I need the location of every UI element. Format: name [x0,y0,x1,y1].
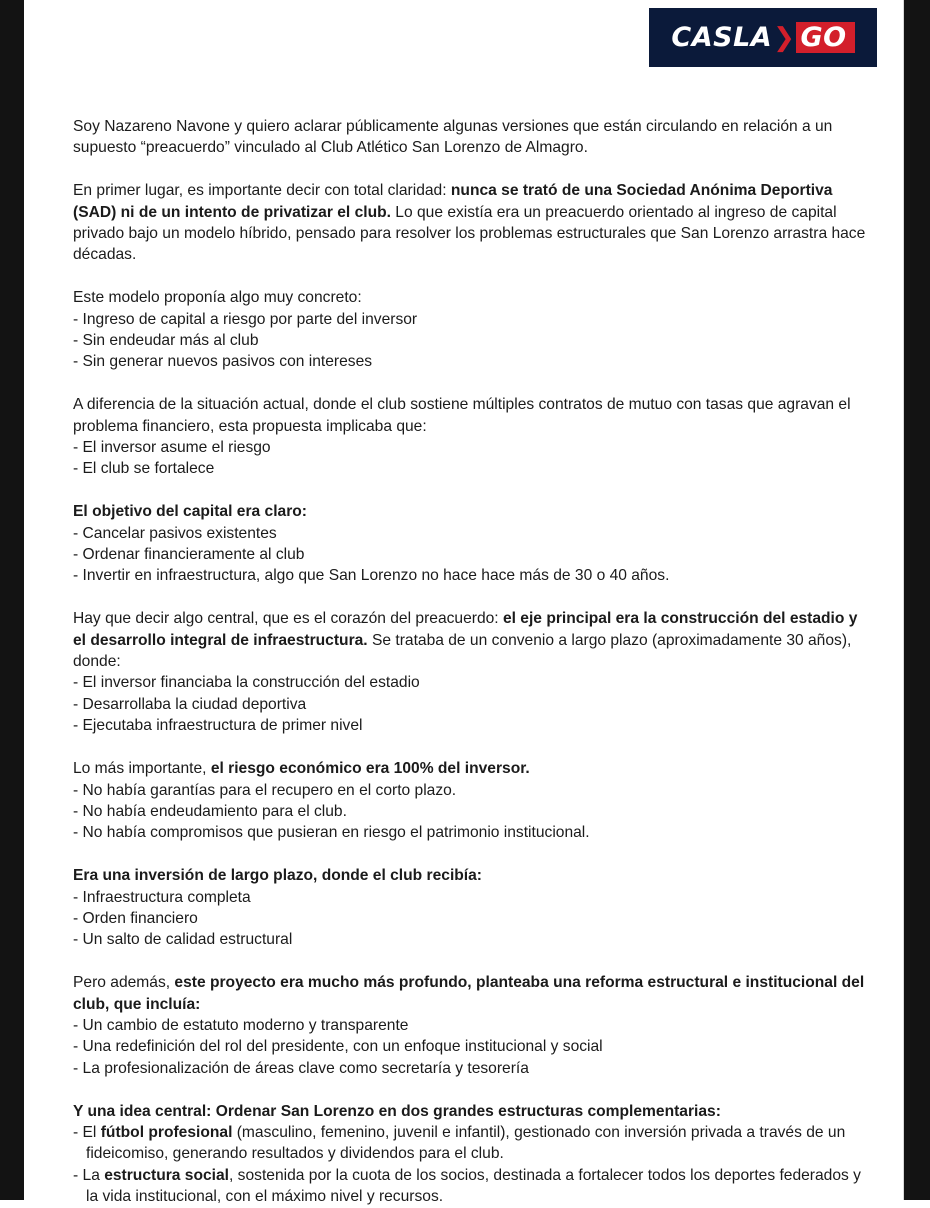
list-item: - El inversor financiaba la construcción del estadio [73,674,420,692]
screen-edge-right [904,0,930,1200]
section-model [73,287,873,373]
section-intro: A diferencia de la situación actual, donde el club sostiene múltiples contratos de mutuo con tasas que agravan el problema financiero, esta propuesta implicaba que: [73,396,851,435]
logo-text-go: GO [796,22,854,53]
logo-text-casla: CASLA [671,22,773,53]
text-bold: nunca se trató de una Sociedad Anónima Deportiva (SAD) ni de un intento de privatizar el club. [73,182,833,221]
list-item: - El club se fortalece [73,460,215,478]
list-item: - Sin endeudar más al club [73,332,259,350]
section-intro [73,608,873,672]
text-bold: este proyecto era mucho más profundo, planteaba una reforma estructural e institucional del club, que incluía: [73,974,865,1013]
list-item: - Orden financiero [73,909,198,927]
list-item [73,1122,873,1165]
list-item: - Un cambio de estatuto moderno y transparente [73,1016,409,1034]
text-lead: - La [73,1166,105,1184]
list-item: - Cancelar pasivos existentes [73,524,277,542]
text-lead: Lo más importante, [73,760,211,778]
list-item: - Ejecutaba infraestructura de primer nivel [73,717,363,735]
section-heading: Era una inversión de largo plazo, donde el club recibía: [73,867,482,885]
text-lead: Hay que decir algo central, que es el corazón del preacuerdo: [73,610,503,628]
list-item: - Un salto de calidad estructural [73,931,293,949]
text-bold: el eje principal era la construcción del estadio y el desarrollo integral de infraestructura. [73,610,858,649]
section-risk [73,758,873,844]
text-lead: En primer lugar, es importante decir con total claridad: [73,182,451,200]
casla-go-logo [649,8,877,67]
page-border [903,0,904,1200]
text-rest: Se trataba de un convenio a largo plazo (aproximadamente 30 años), donde: [73,631,852,671]
list-item [73,1165,873,1208]
section-intro [73,758,873,779]
list-item: - Una redefinición del rol del presidente, con un enfoque institucional y social [73,1038,603,1056]
screen-edge-left [0,0,24,1200]
list-item: - No había endeudamiento para el club. [73,802,347,820]
logo-arrow-icon: ❯ [773,22,796,53]
list-item: - No había garantías para el recupero en el corto plazo. [73,781,457,799]
text-bold: estructura social [104,1166,230,1184]
list-item: - No había compromisos que pusieran en riesgo el patrimonio institucional. [73,824,590,842]
list-item: - Ingreso de capital a riesgo por parte del inversor [73,310,418,328]
text-bold: fútbol profesional [100,1123,233,1141]
text-rest: (masculino, femenino, juvenil e infantil), gestionado con inversión privada a través de un fideicomiso, generando resultados y dividendos para el club. [86,1123,846,1163]
section-difference [73,394,873,480]
section-heading: El objetivo del capital era claro: [73,503,307,521]
section-structures [73,1101,873,1208]
list-item: - La profesionalización de áreas clave como secretaría y tesorería [73,1059,529,1077]
statement-document [73,116,873,1208]
text-rest: , sostenida por la cuota de los socios, destinada a fortalecer todos los deportes federados y la vida institucional, con el máximo nivel y recursos. [86,1166,861,1206]
text-bold: el riesgo económico era 100% del inversor. [210,760,530,778]
section-reform [73,972,873,1079]
section-heading: Y una idea central: Ordenar San Lorenzo en dos grandes estructuras complementarias: [73,1102,721,1120]
text-lead: - El [73,1123,101,1141]
text-lead: Pero además, [73,974,175,992]
section-capital-objective [73,501,873,587]
list-item: - Infraestructura completa [73,888,251,906]
section-intro: Este modelo proponía algo muy concreto: [73,289,362,307]
list-item: - Desarrollaba la ciudad deportiva [73,695,307,713]
list-item: - El inversor asume el riesgo [73,439,271,457]
text-rest: Lo que existía era un preacuerdo orientado al ingreso de capital privado bajo un modelo híbrido, pensado para resolver los problemas estructurales que San Lorenzo arrastra hace décadas. [73,203,866,264]
section-long-term [73,865,873,951]
list-item: - Ordenar financieramente al club [73,546,305,564]
paragraph-clarification [73,180,873,266]
paragraph-intro: Soy Nazareno Navone y quiero aclarar públicamente algunas versiones que están circulando en relación a un supuesto “preacuerdo” vinculado al Club Atlético San Lorenzo de Almagro. [73,118,833,157]
list-item: - Sin generar nuevos pasivos con intereses [73,353,373,371]
list-item: - Invertir en infraestructura, algo que San Lorenzo no hace hace más de 30 o 40 años. [73,567,670,585]
section-stadium [73,608,873,736]
section-intro [73,972,873,1015]
